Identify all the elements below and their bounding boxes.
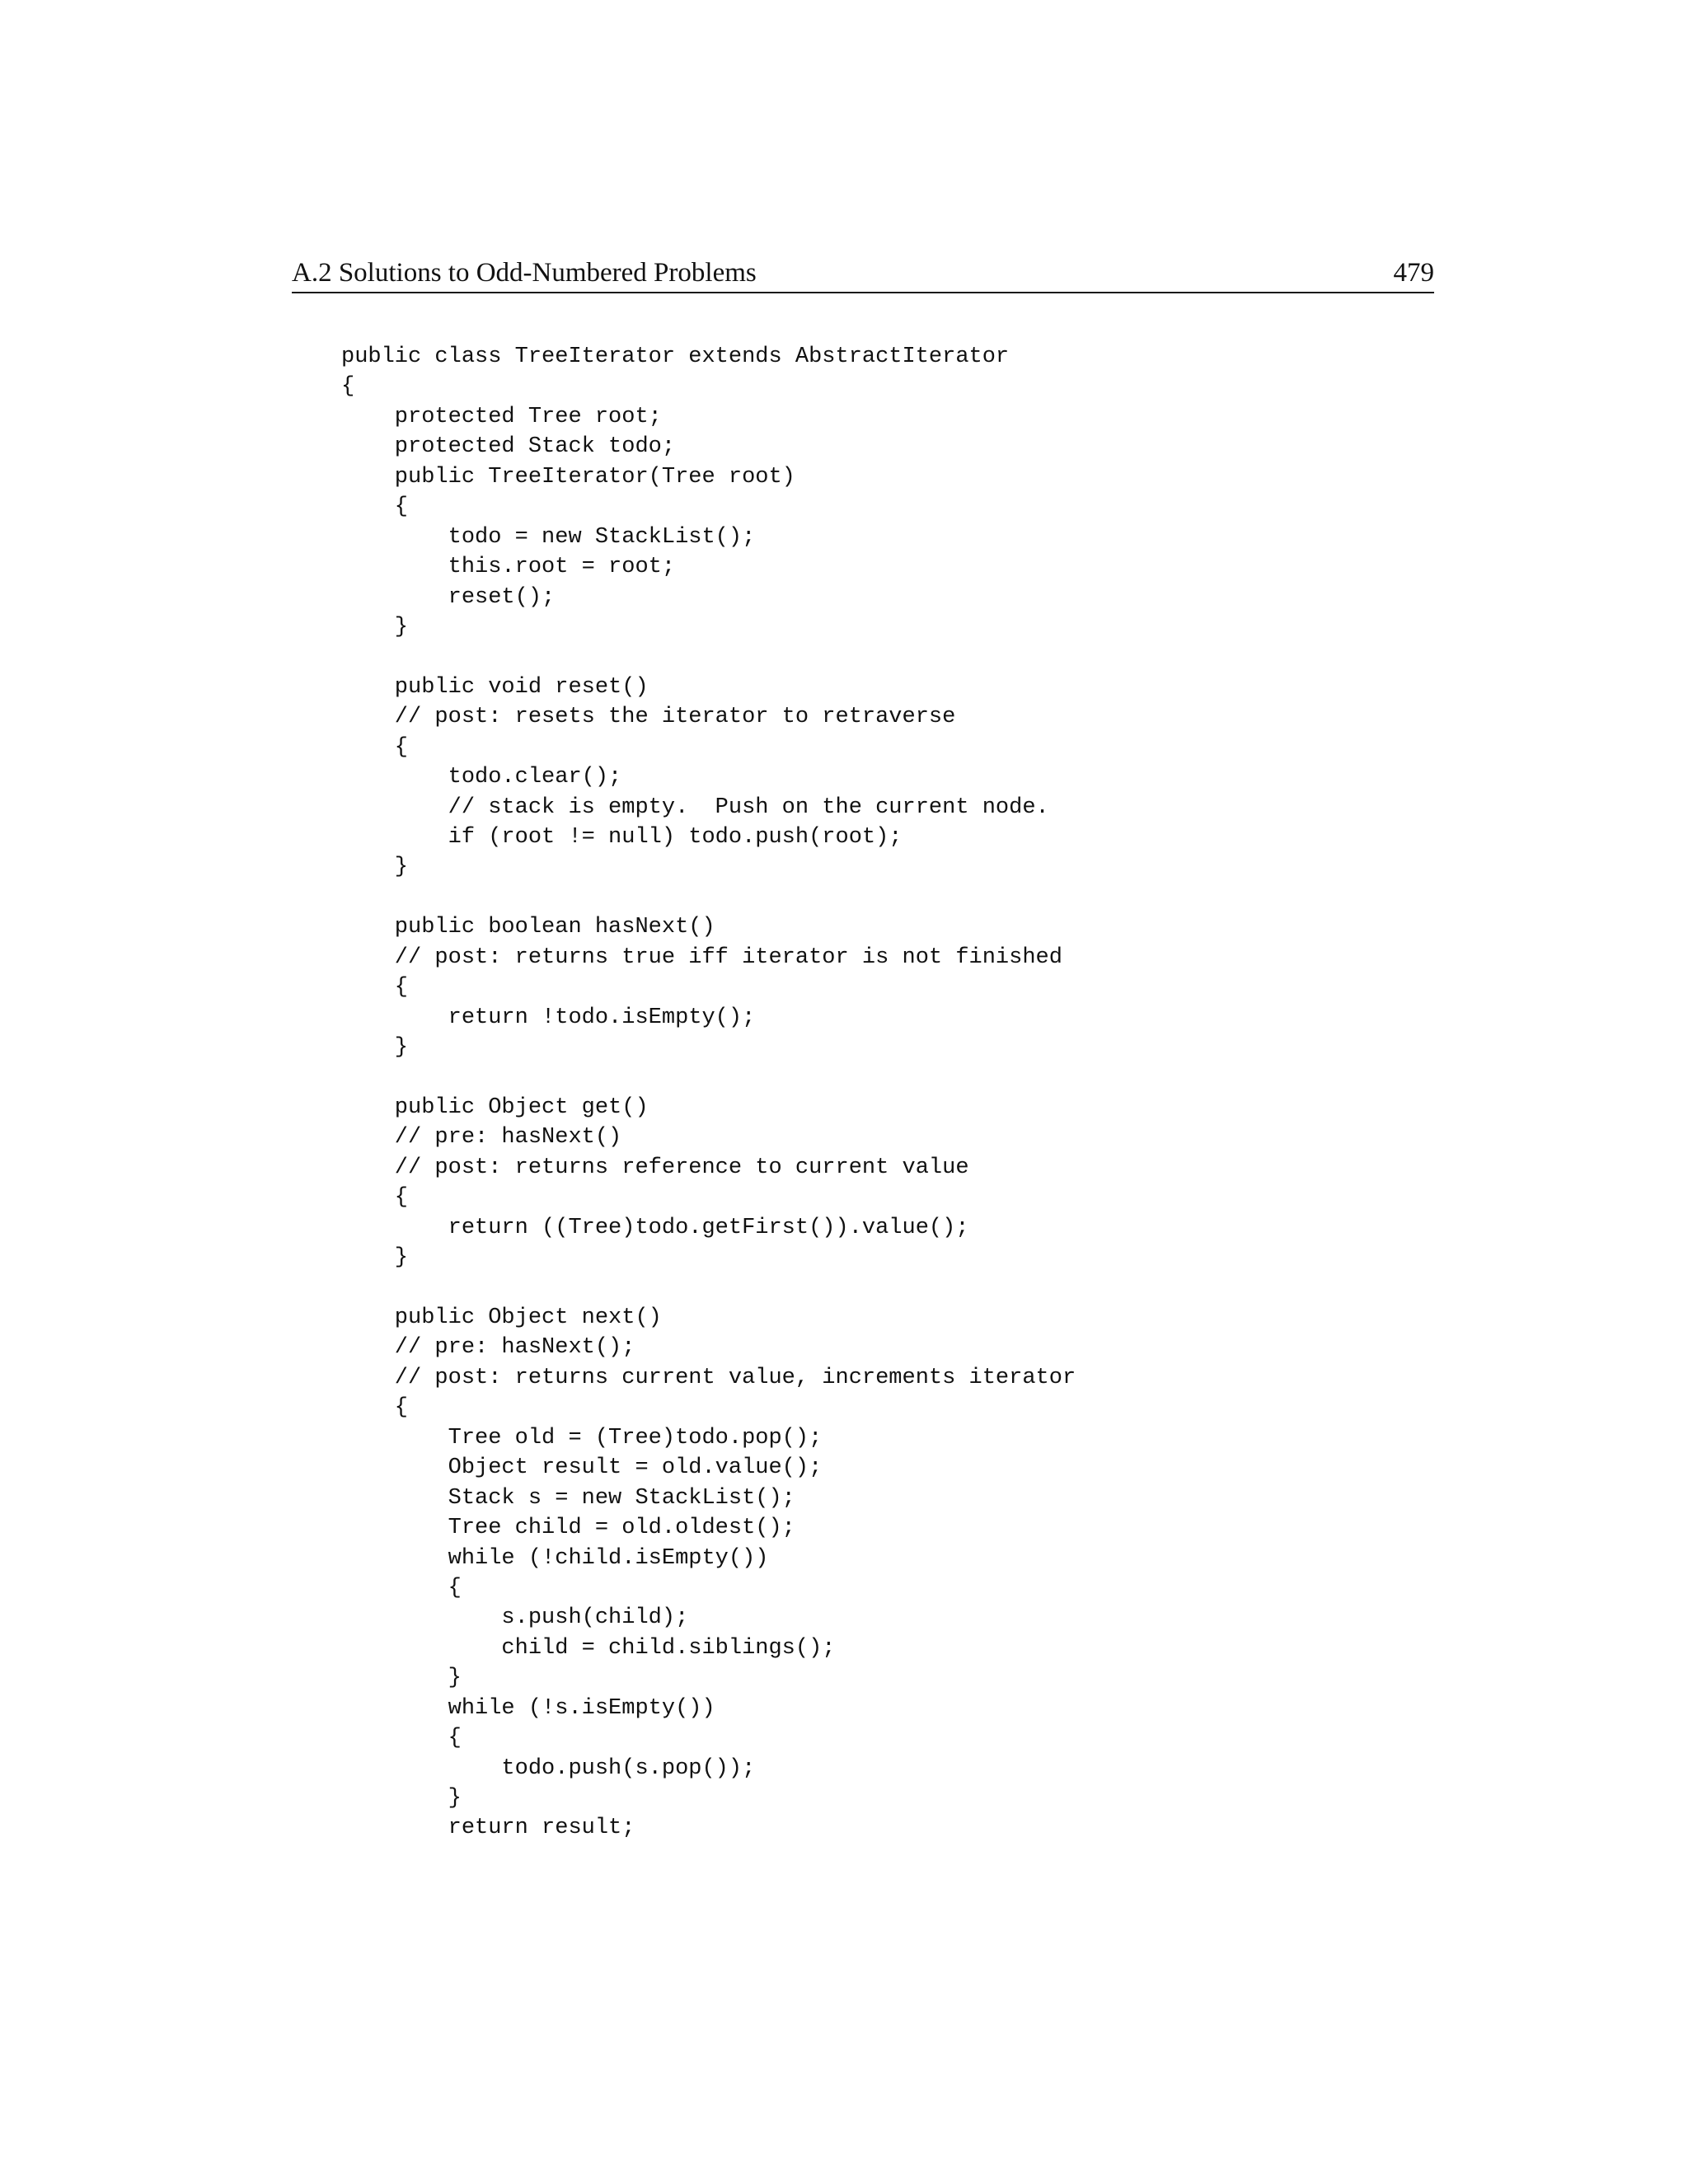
code-line: [341, 883, 1076, 912]
code-line: [341, 1273, 1076, 1303]
code-line: }: [341, 1786, 462, 1811]
code-line: {: [341, 494, 409, 520]
code-line: Stack s = new StackList();: [341, 1485, 795, 1511]
code-line: // stack is empty. Push on the current node.: [341, 794, 1049, 820]
code-line: }: [341, 855, 409, 880]
code-line: return result;: [341, 1816, 635, 1841]
code-line: {: [341, 975, 409, 1001]
code-line: public boolean hasNext(): [341, 915, 715, 940]
code-line: Object result = old.value();: [341, 1455, 823, 1481]
code-line: Tree child = old.oldest();: [341, 1516, 795, 1541]
code-line: protected Stack todo;: [341, 434, 676, 460]
code-line: [341, 1063, 1076, 1093]
code-line: // pre: hasNext(): [341, 1125, 622, 1151]
code-line: // post: returns true iff iterator is not finished: [341, 944, 1062, 970]
code-line: Tree old = (Tree)todo.pop();: [341, 1425, 823, 1451]
code-line: public void reset(): [341, 674, 649, 700]
code-line: // pre: hasNext();: [341, 1335, 635, 1361]
code-line: {: [341, 1185, 409, 1211]
code-line: // post: returns reference to current value: [341, 1155, 969, 1180]
code-line: public TreeIterator(Tree root): [341, 464, 795, 490]
code-line: todo.clear();: [341, 765, 622, 790]
code-line: if (root != null) todo.push(root);: [341, 825, 903, 850]
code-line: {: [341, 1395, 409, 1421]
code-line: child = child.siblings();: [341, 1635, 836, 1661]
code-line: todo.push(s.pop());: [341, 1755, 756, 1781]
code-line: }: [341, 1245, 409, 1271]
code-line: public class TreeIterator extends AbstractIterator: [341, 344, 1010, 369]
code-line: }: [341, 614, 409, 640]
section-title: A.2 Solutions to Odd-Numbered Problems: [292, 258, 757, 288]
code-line: s.push(child);: [341, 1605, 689, 1631]
code-line: {: [341, 374, 355, 400]
code-line: protected Tree root;: [341, 404, 662, 429]
code-line: return !todo.isEmpty();: [341, 1005, 756, 1030]
code-line: // post: returns current value, increments iterator: [341, 1365, 1076, 1390]
code-line: public Object next(): [341, 1305, 662, 1330]
code-listing: [341, 342, 1076, 1844]
code-line: {: [341, 1575, 462, 1601]
code-line: reset();: [341, 584, 556, 610]
page-number: 479: [1393, 258, 1434, 288]
code-line: {: [341, 1726, 462, 1751]
code-line: {: [341, 734, 409, 760]
code-line: while (!s.isEmpty()): [341, 1695, 715, 1721]
code-line: return ((Tree)todo.getFirst()).value();: [341, 1215, 969, 1240]
code-line: todo = new StackList();: [341, 524, 756, 550]
code-line: }: [341, 1035, 409, 1061]
code-line: // post: resets the iterator to retraverse: [341, 705, 956, 730]
code-line: public Object get(): [341, 1094, 649, 1120]
code-line: }: [341, 1666, 462, 1691]
code-line: while (!child.isEmpty()): [341, 1545, 769, 1571]
code-line: [341, 642, 1076, 672]
code-line: this.root = root;: [341, 555, 676, 580]
running-head: [292, 251, 1434, 293]
